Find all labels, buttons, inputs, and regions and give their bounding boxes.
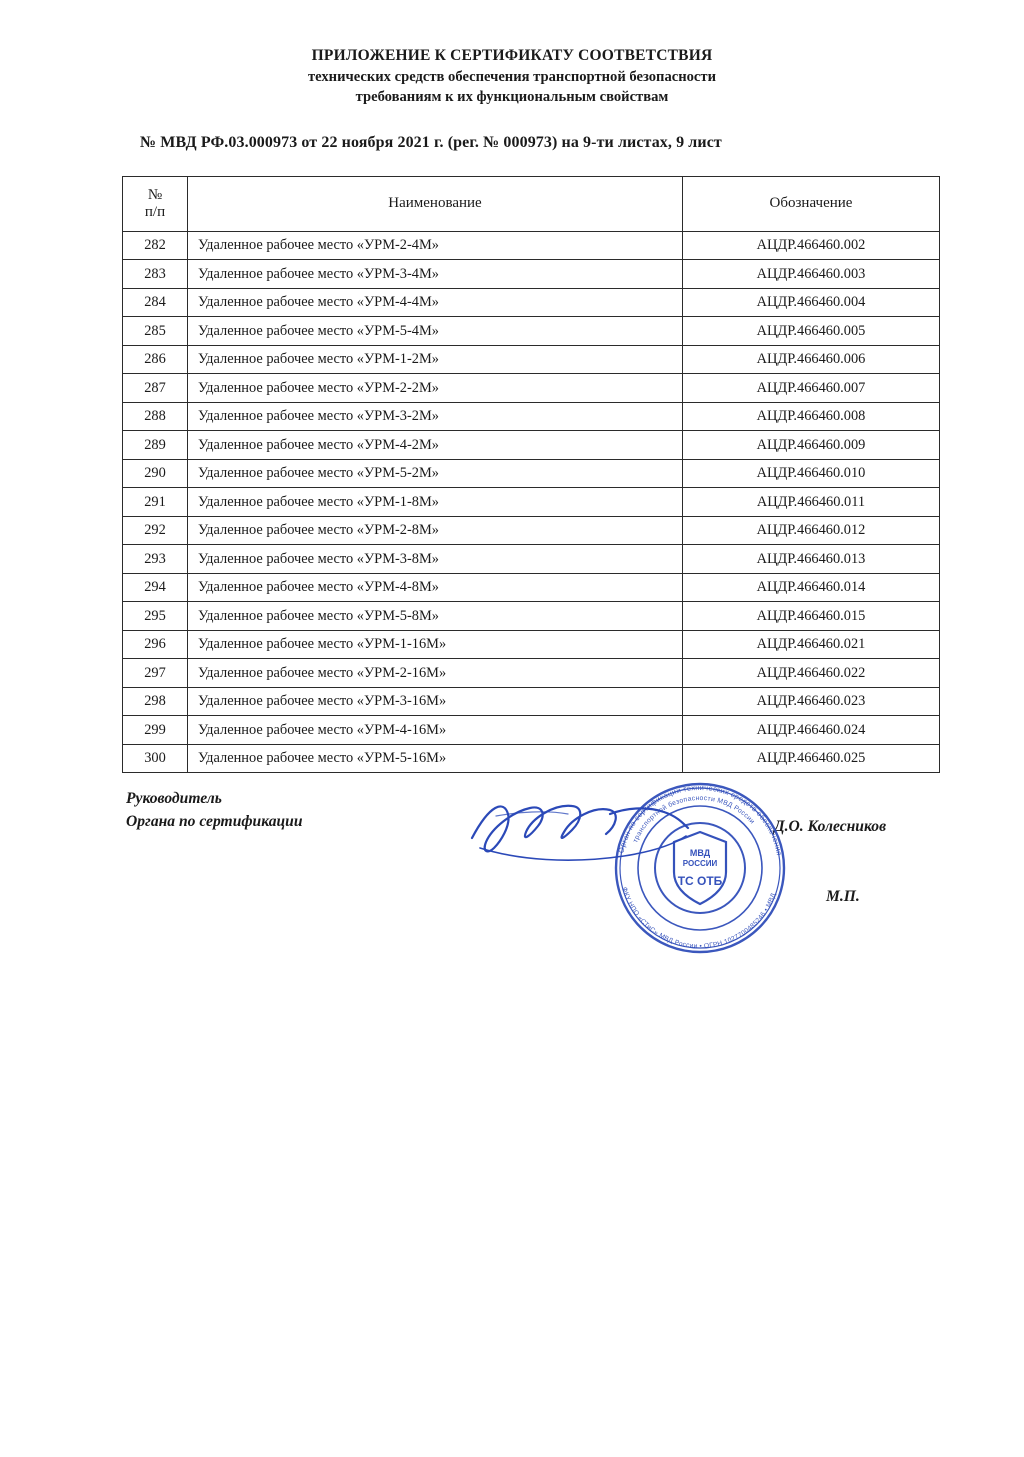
cell-number: 289 xyxy=(123,431,188,460)
page-title: ПРИЛОЖЕНИЕ К СЕРТИФИКАТУ СООТВЕТСТВИЯ xyxy=(311,47,713,64)
column-header-number-line1: № xyxy=(147,186,163,203)
cell-number: 296 xyxy=(123,630,188,659)
cell-number: 284 xyxy=(123,288,188,317)
table-header-row xyxy=(123,176,940,231)
cell-number: 285 xyxy=(123,317,188,346)
cell-designation: АЦДР.466460.003 xyxy=(683,260,940,289)
column-header-number-line2: п/п xyxy=(144,203,166,220)
cell-name: Удаленное рабочее место «УРМ-2-4М» xyxy=(188,231,683,260)
table-header xyxy=(123,176,940,231)
cell-number: 299 xyxy=(123,716,188,745)
svg-text:транспортной безопасности МВД: транспортной безопасности МВД России xyxy=(632,794,756,844)
cell-name: Удаленное рабочее место «УРМ-5-4М» xyxy=(188,317,683,346)
svg-text:МВД: МВД xyxy=(689,848,711,858)
table-row xyxy=(123,659,940,688)
signatory-name: Д.О. Колесников xyxy=(774,818,887,835)
cell-designation: АЦДР.466460.013 xyxy=(683,545,940,574)
cell-designation: АЦДР.466460.006 xyxy=(683,345,940,374)
signatory-role-line1: Руководитель xyxy=(126,790,222,807)
cell-name: Удаленное рабочее место «УРМ-2-8М» xyxy=(188,516,683,545)
cell-number: 282 xyxy=(123,231,188,260)
cell-designation: АЦДР.466460.012 xyxy=(683,516,940,545)
svg-text:ФКУ НПО «СТиС» МВД России • ОГ: ФКУ НПО «СТиС» МВД России • ОГРН 1027700485246 • МВД xyxy=(620,886,778,951)
cell-number: 297 xyxy=(123,659,188,688)
cell-designation: АЦДР.466460.004 xyxy=(683,288,940,317)
cell-number: 295 xyxy=(123,602,188,631)
page-subtitle-2: требованиям к их функциональным свойствам xyxy=(355,89,669,106)
table-row xyxy=(123,602,940,631)
cell-designation: АЦДР.466460.022 xyxy=(683,659,940,688)
cell-name: Удаленное рабочее место «УРМ-5-16М» xyxy=(188,744,683,773)
table-row xyxy=(123,317,940,346)
registry-table-wrapper xyxy=(122,176,912,774)
cell-number: 290 xyxy=(123,459,188,488)
table-row xyxy=(123,545,940,574)
cell-designation: АЦДР.466460.008 xyxy=(683,402,940,431)
cell-number: 283 xyxy=(123,260,188,289)
cell-designation: АЦДР.466460.015 xyxy=(683,602,940,631)
cell-name: Удаленное рабочее место «УРМ-3-8М» xyxy=(188,545,683,574)
column-header-designation: Обозначение xyxy=(683,176,940,231)
column-header-number xyxy=(123,176,188,231)
table-row xyxy=(123,744,940,773)
signatory-role-line2: Органа по сертификации xyxy=(126,812,303,830)
table-row xyxy=(123,402,940,431)
table-row xyxy=(123,431,940,460)
cell-designation: АЦДР.466460.021 xyxy=(683,630,940,659)
svg-text:РОССИИ: РОССИИ xyxy=(682,859,718,868)
cell-name: Удаленное рабочее место «УРМ-3-16М» xyxy=(188,687,683,716)
table-row xyxy=(123,630,940,659)
cell-number: 294 xyxy=(123,573,188,602)
seal-note: М.П. xyxy=(826,888,860,905)
cell-name: Удаленное рабочее место «УРМ-5-2М» xyxy=(188,459,683,488)
cell-designation: АЦДР.466460.010 xyxy=(683,459,940,488)
cell-designation: АЦДР.466460.023 xyxy=(683,687,940,716)
cell-number: 287 xyxy=(123,374,188,403)
svg-text:Орган по сертификации техничес: Орган по сертификации технических средств обеспечения xyxy=(616,782,784,857)
table-row xyxy=(123,459,940,488)
cell-number: 298 xyxy=(123,687,188,716)
cell-name: Удаленное рабочее место «УРМ-4-8М» xyxy=(188,573,683,602)
cell-designation: АЦДР.466460.011 xyxy=(683,488,940,517)
cell-designation: АЦДР.466460.009 xyxy=(683,431,940,460)
cell-name: Удаленное рабочее место «УРМ-3-4М» xyxy=(188,260,683,289)
table-row xyxy=(123,231,940,260)
cell-number: 286 xyxy=(123,345,188,374)
cell-number: 288 xyxy=(123,402,188,431)
page-subtitle-1: технических средств обеспечения транспортной безопасности xyxy=(308,68,716,85)
cell-number: 293 xyxy=(123,545,188,574)
table-row xyxy=(123,345,940,374)
certificate-reference: № МВД РФ.03.000973 от 22 ноября 2021 г. (рег. № 000973) на 9-ти листах, 9 лист xyxy=(140,133,722,151)
cell-name: Удаленное рабочее место «УРМ-5-8М» xyxy=(188,602,683,631)
table-body xyxy=(123,231,940,773)
cell-name: Удаленное рабочее место «УРМ-3-2М» xyxy=(188,402,683,431)
table-row xyxy=(123,716,940,745)
table-row xyxy=(123,260,940,289)
cell-name: Удаленное рабочее место «УРМ-4-4М» xyxy=(188,288,683,317)
signatory-role xyxy=(126,788,426,833)
cell-designation: АЦДР.466460.024 xyxy=(683,716,940,745)
registry-table xyxy=(122,176,940,774)
table-row xyxy=(123,374,940,403)
table-row xyxy=(123,488,940,517)
table-row xyxy=(123,516,940,545)
cell-number: 292 xyxy=(123,516,188,545)
cell-designation: АЦДР.466460.007 xyxy=(683,374,940,403)
cell-name: Удаленное рабочее место «УРМ-2-16М» xyxy=(188,659,683,688)
svg-text:ТС ОТБ: ТС ОТБ xyxy=(677,874,723,888)
cell-name: Удаленное рабочее место «УРМ-1-16М» xyxy=(188,630,683,659)
cell-name: Удаленное рабочее место «УРМ-4-16М» xyxy=(188,716,683,745)
table-row xyxy=(123,288,940,317)
cell-name: Удаленное рабочее место «УРМ-1-8М» xyxy=(188,488,683,517)
table-row xyxy=(123,573,940,602)
cell-name: Удаленное рабочее место «УРМ-4-2М» xyxy=(188,431,683,460)
column-header-name: Наименование xyxy=(188,176,683,231)
cell-number: 300 xyxy=(123,744,188,773)
cell-name: Удаленное рабочее место «УРМ-2-2М» xyxy=(188,374,683,403)
cell-number: 291 xyxy=(123,488,188,517)
document-header xyxy=(0,46,1024,108)
table-row xyxy=(123,687,940,716)
cell-designation: АЦДР.466460.025 xyxy=(683,744,940,773)
cell-designation: АЦДР.466460.005 xyxy=(683,317,940,346)
cell-name: Удаленное рабочее место «УРМ-1-2М» xyxy=(188,345,683,374)
cell-designation: АЦДР.466460.014 xyxy=(683,573,940,602)
cell-designation: АЦДР.466460.002 xyxy=(683,231,940,260)
